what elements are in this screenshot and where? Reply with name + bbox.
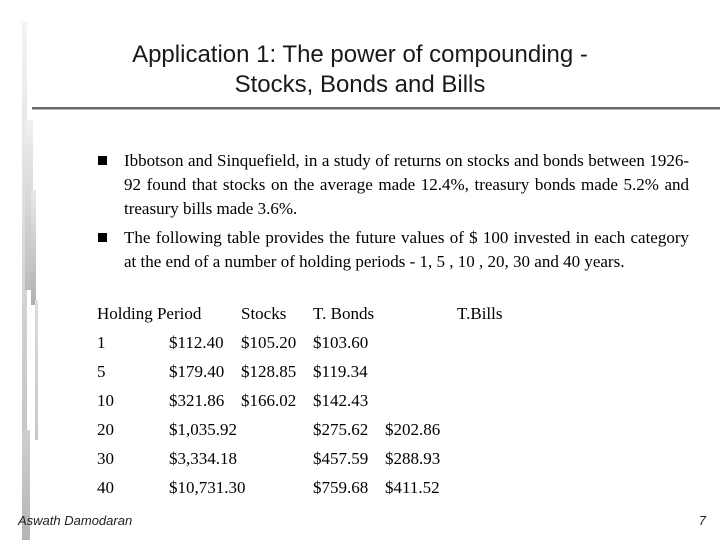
table-cell: $103.60 [313,333,369,352]
header-tbills: T.Bills [457,304,503,323]
bullet-item [124,226,689,274]
page-number: 7 [698,513,706,528]
bullet-item [124,149,689,221]
table-cell: 40 [97,478,114,497]
square-bullet-icon [98,233,107,242]
table-cell: 5 [97,362,106,381]
table-cell: 1 [97,333,106,352]
header-holding-period: Holding Period [97,304,202,323]
table-cell: $411.52 [385,478,440,497]
title-line-2: Stocks, Bonds and Bills [234,71,486,98]
table-cell: $759.68 [313,478,369,497]
slide-title [40,40,680,100]
table-cell: 10 [97,391,114,410]
table-cell: $1,035.92 [169,420,237,439]
header-stocks: Stocks [241,304,287,323]
table-cell: $119.34 [313,362,368,381]
footer-author: Aswath Damodaran [18,513,133,528]
table-cell: $275.62 [313,420,369,439]
bullet-text: The following table provides the future values of $ 100 invested in each category at the end of a number of holding periods - 1, 5 , 10 , 20, 30 and 40 years. [124,228,689,271]
table-cell: $105.20 [241,333,297,352]
bullet-text: Ibbotson and Sinquefield, in a study of returns on stocks and bonds between 1926-92 found that stocks on the average made 12.4%, treasury bonds made 5.2% and treasury bills made 3.6%. [124,151,689,218]
table-cell: $112.40 [169,333,224,352]
table-cell: $321.86 [169,391,225,410]
left-decorative-bar [0,0,38,540]
table-cell: $128.85 [241,362,297,381]
table-cell: $10,731.30 [169,478,246,497]
table-cell: $166.02 [241,391,297,410]
square-bullet-icon [98,156,107,165]
header-tbonds: T. Bonds [313,304,375,323]
table-cell: 20 [97,420,114,439]
decor-stripe [35,300,38,440]
title-line-1: Application 1: The power of compounding - [132,41,588,68]
table-cell: $3,334.18 [169,449,237,468]
table-cell: $179.40 [169,362,225,381]
decor-stripe [31,190,36,305]
table-cell: $457.59 [313,449,369,468]
table-cell: 30 [97,449,114,468]
table-cell: $202.86 [385,420,441,439]
table-cell: $142.43 [313,391,369,410]
title-divider [32,107,720,109]
table-cell: $288.93 [385,449,441,468]
